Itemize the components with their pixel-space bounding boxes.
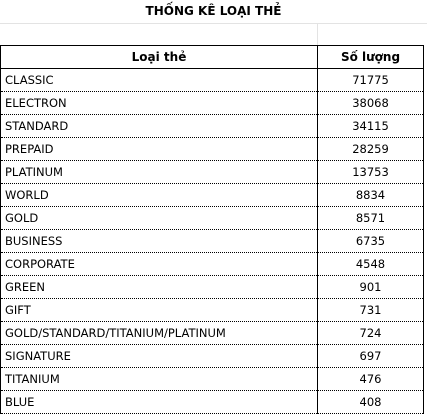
table-row bbox=[1, 184, 424, 207]
cell-count[interactable]: 28259 bbox=[318, 138, 424, 161]
table-row bbox=[1, 230, 424, 253]
cell-count[interactable]: 4548 bbox=[318, 253, 424, 276]
table-row bbox=[1, 276, 424, 299]
cell-count[interactable]: 13753 bbox=[318, 161, 424, 184]
cell-card-type[interactable]: GOLD/STANDARD/TITANIUM/PLATINUM bbox=[1, 322, 318, 345]
table-row bbox=[1, 138, 424, 161]
cell-card-type[interactable]: GOLD bbox=[1, 207, 318, 230]
cell-count[interactable]: 408 bbox=[318, 391, 424, 414]
table-row bbox=[1, 207, 424, 230]
cell-card-type[interactable]: WORLD bbox=[1, 184, 318, 207]
cell-card-type[interactable]: SIGNATURE bbox=[1, 345, 318, 368]
table-row bbox=[1, 345, 424, 368]
sheet-title[interactable]: THỐNG KÊ LOẠI THẺ bbox=[145, 4, 282, 18]
table-row bbox=[1, 299, 424, 322]
table-row bbox=[1, 253, 424, 276]
cell-card-type[interactable]: STANDARD bbox=[1, 115, 318, 138]
table-row bbox=[1, 115, 424, 138]
cell-count[interactable]: 8571 bbox=[318, 207, 424, 230]
cell-count[interactable]: 901 bbox=[318, 276, 424, 299]
blank-row-divider bbox=[317, 24, 318, 46]
cell-card-type[interactable]: PREPAID bbox=[1, 138, 318, 161]
cell-card-type[interactable]: PLATINUM bbox=[1, 161, 318, 184]
header-count[interactable]: Số lượng bbox=[318, 46, 424, 69]
cell-count[interactable]: 34115 bbox=[318, 115, 424, 138]
cell-card-type[interactable]: CORPORATE bbox=[1, 253, 318, 276]
cell-count[interactable]: 724 bbox=[318, 322, 424, 345]
cell-count[interactable]: 8834 bbox=[318, 184, 424, 207]
cell-card-type[interactable]: TITANIUM bbox=[1, 368, 318, 391]
header-card-type[interactable]: Loại thẻ bbox=[1, 46, 318, 69]
cell-card-type[interactable]: ELECTRON bbox=[1, 92, 318, 115]
table-row bbox=[1, 161, 424, 184]
table-row bbox=[1, 391, 424, 414]
cell-card-type[interactable]: BUSINESS bbox=[1, 230, 318, 253]
cell-card-type[interactable]: CLASSIC bbox=[1, 69, 318, 92]
card-type-table bbox=[0, 45, 424, 414]
cell-card-type[interactable]: BLUE bbox=[1, 391, 318, 414]
table-row bbox=[1, 322, 424, 345]
table-row bbox=[1, 368, 424, 391]
cell-count[interactable]: 731 bbox=[318, 299, 424, 322]
cell-count[interactable]: 697 bbox=[318, 345, 424, 368]
cell-count[interactable]: 71775 bbox=[318, 69, 424, 92]
blank-row[interactable] bbox=[0, 23, 427, 46]
cell-card-type[interactable]: GREEN bbox=[1, 276, 318, 299]
table-row bbox=[1, 92, 424, 115]
cell-count[interactable]: 6735 bbox=[318, 230, 424, 253]
table-row bbox=[1, 69, 424, 92]
cell-count[interactable]: 476 bbox=[318, 368, 424, 391]
cell-count[interactable]: 38068 bbox=[318, 92, 424, 115]
cell-card-type[interactable]: GIFT bbox=[1, 299, 318, 322]
header-row bbox=[1, 46, 424, 69]
